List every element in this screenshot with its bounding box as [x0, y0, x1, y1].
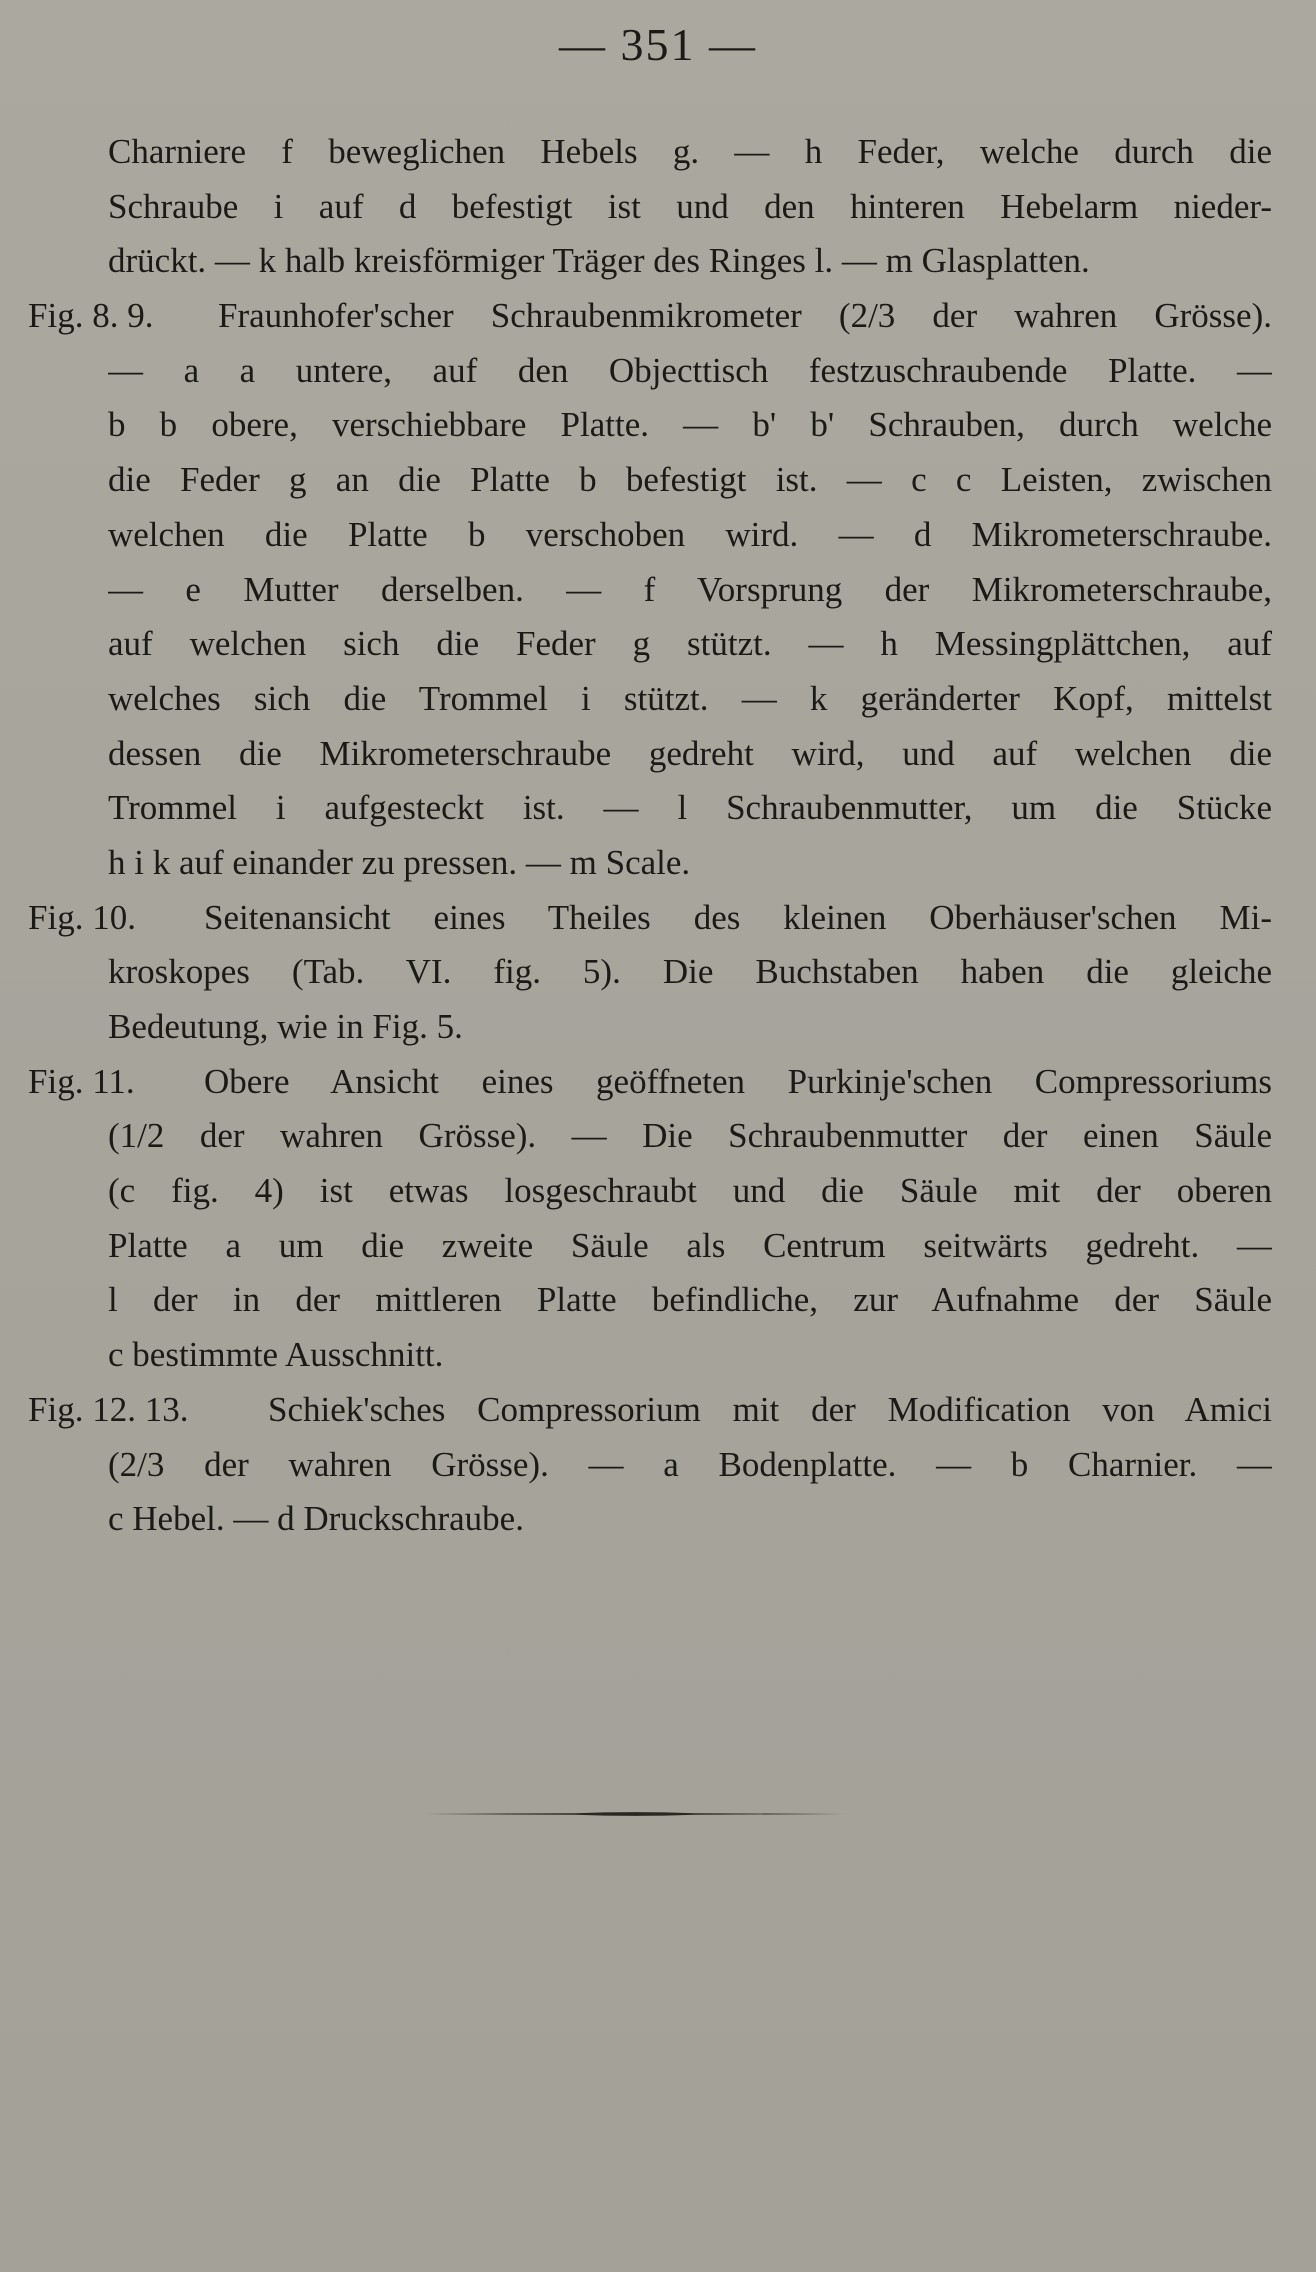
- text-line: c Hebel. — d Druckschraube.: [108, 1499, 524, 1539]
- decorative-rule-icon: [425, 1810, 845, 1818]
- text-line: kroskopes (Tab. VI. fig. 5). Die Buchstaben haben die gleiche: [108, 952, 1272, 992]
- text-line: Fraunhofer'scher Schraubenmikrometer (2/3 der wahren Grösse).: [218, 296, 1272, 336]
- caption-continuation: [108, 125, 1272, 289]
- text-line: auf welchen sich die Feder g stützt. — h Messingplättchen, auf: [108, 624, 1272, 664]
- figure-label: Fig. 8. 9.: [28, 296, 154, 336]
- caption-fig-11: [28, 1055, 1272, 1383]
- page-number: — 351 —: [559, 19, 757, 70]
- text-line: — e Mutter derselben. — f Vorsprung der Mikrometerschraube,: [108, 569, 1272, 609]
- caption-fig-10: [28, 891, 1272, 1055]
- text-line: h i k auf einander zu pressen. — m Scale.: [108, 842, 691, 882]
- text-line: Bedeutung, wie in Fig. 5.: [108, 1007, 463, 1046]
- text-line: dessen die Mikrometerschraube gedreht wird, und auf welchen die: [108, 733, 1272, 773]
- text-line: l der in der mittleren Platte befindliche, zur Aufnahme der Säule: [108, 1280, 1272, 1320]
- figure-label: Fig. 11.: [28, 1061, 135, 1101]
- figure-label: Fig. 12. 13.: [28, 1389, 189, 1429]
- text-line: Schiek'sches Compressorium mit der Modification von Amici: [268, 1389, 1272, 1429]
- caption-fig-8-9: [28, 289, 1272, 891]
- text-line: welchen die Platte b verschoben wird. — d Mikrometerschraube.: [108, 514, 1272, 554]
- figure-captions: [28, 125, 1272, 1547]
- text-line: Trommel i aufgesteckt ist. — l Schraubenmutter, um die Stücke: [108, 788, 1272, 828]
- text-line: Obere Ansicht eines geöffneten Purkinje'schen Compressoriums: [204, 1061, 1272, 1101]
- text-line: Schraube i auf d befestigt ist und den hinteren Hebelarm nieder-: [108, 186, 1272, 226]
- figure-label: Fig. 10.: [28, 897, 136, 937]
- text-line: Seitenansicht eines Theiles des kleinen Oberhäuser'schen Mi-: [204, 897, 1272, 937]
- text-line: (c fig. 4) ist etwas losgeschraubt und die Säule mit der oberen: [108, 1171, 1272, 1211]
- text-line: Platte a um die zweite Säule als Centrum seitwärts gedreht. —: [108, 1225, 1272, 1265]
- text-line: — a a untere, auf den Objecttisch festzuschraubende Platte. —: [108, 350, 1272, 390]
- text-line: welches sich die Trommel i stützt. — k geränderter Kopf, mittelst: [108, 678, 1272, 718]
- text-line: (1/2 der wahren Grösse). — Die Schraubenmutter der einen Säule: [108, 1116, 1272, 1156]
- text-line: Charniere f beweglichen Hebels g. — h Feder, welche durch die: [108, 132, 1272, 171]
- text-line: die Feder g an die Platte b befestigt ist. — c c Leisten, zwischen: [108, 460, 1272, 500]
- caption-fig-12-13: [28, 1383, 1272, 1547]
- text-line: b b obere, verschiebbare Platte. — b' b' Schrauben, durch welche: [108, 405, 1272, 445]
- text-line: drückt. — k halb kreisförmiger Träger des Ringes l. — m Glasplatten.: [108, 241, 1090, 281]
- end-rule: [425, 1810, 845, 1814]
- text-line: c bestimmte Ausschnitt.: [108, 1335, 444, 1375]
- text-line: (2/3 der wahren Grösse). — a Bodenplatte. — b Charnier. —: [108, 1444, 1272, 1484]
